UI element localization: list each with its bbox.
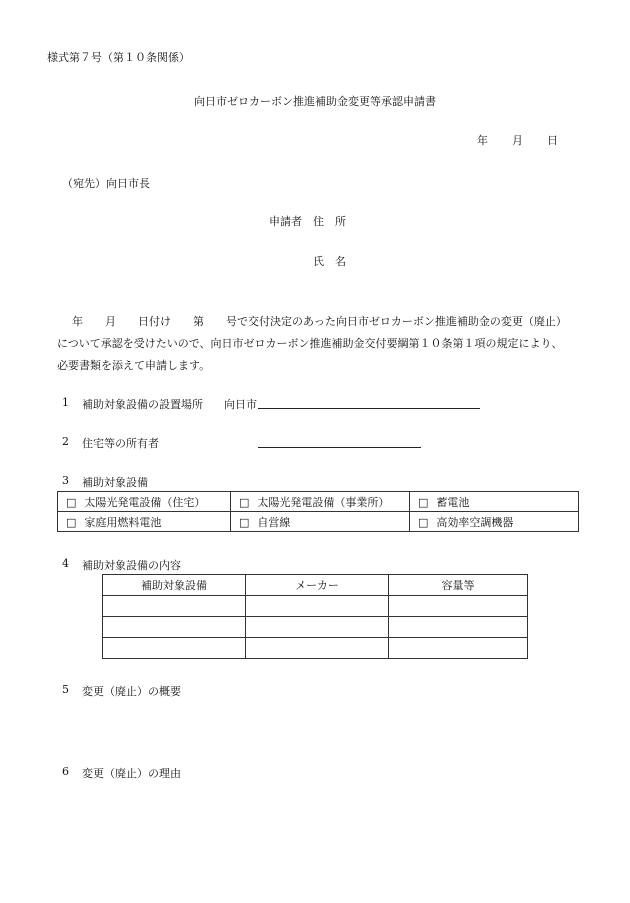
owner-line[interactable] — [258, 447, 421, 448]
table-row — [103, 596, 528, 617]
section-4-label: 補助対象設備の内容 — [82, 559, 181, 572]
section-5-number: 5 — [62, 683, 69, 696]
equipment-option[interactable] — [410, 492, 579, 512]
checkbox-icon[interactable]: □ — [418, 515, 429, 529]
addressee: （宛先）向日市長 — [62, 177, 150, 190]
section-6-number: 6 — [62, 765, 69, 778]
equipment-contents-table — [102, 574, 528, 659]
date-year-label: 年 — [477, 134, 488, 147]
table-cell[interactable] — [246, 638, 389, 659]
equipment-row — [58, 492, 579, 512]
date-day-label: 日 — [547, 134, 558, 147]
address-label: 住 所 — [313, 215, 346, 228]
section-3-label: 補助対象設備 — [82, 476, 148, 489]
section-6-label: 変更（廃止）の理由 — [82, 767, 181, 780]
column-header: 容量等 — [389, 575, 528, 596]
section-1-number: 1 — [62, 396, 69, 409]
equipment-option-label: 自営線 — [257, 515, 291, 529]
equipment-option[interactable] — [58, 512, 231, 532]
body-line-3: 必要書類を添えて申請します。 — [57, 359, 211, 372]
body-line-1: 年 月 日付け 第 号で交付決定のあった向日市ゼロカーボン推進補助金の変更（廃止） — [72, 315, 567, 328]
table-cell[interactable] — [103, 617, 246, 638]
section-2-label: 住宅等の所有者 — [82, 437, 159, 450]
equipment-option[interactable] — [231, 492, 410, 512]
section-3-number: 3 — [62, 474, 69, 487]
body-line-2: について承認を受けたいので、向日市ゼロカーボン推進補助金交付要綱第１０条第１項の規定により、 — [57, 337, 563, 350]
equipment-option-label: 高効率空調機器 — [436, 515, 514, 529]
equipment-option[interactable] — [410, 512, 579, 532]
section-5-label: 変更（廃止）の概要 — [82, 685, 181, 698]
checkbox-icon[interactable]: □ — [239, 515, 250, 529]
checkbox-icon[interactable]: □ — [418, 495, 429, 509]
equipment-option[interactable] — [231, 512, 410, 532]
section-1-prefix: 向日市 — [224, 398, 257, 411]
table-cell[interactable] — [389, 638, 528, 659]
name-label: 氏 名 — [313, 255, 346, 268]
document-title: 向日市ゼロカーボン推進補助金変更等承認申請書 — [194, 95, 436, 108]
table-cell[interactable] — [246, 617, 389, 638]
column-header: 補助対象設備 — [103, 575, 246, 596]
section-2-number: 2 — [62, 435, 69, 448]
table-cell[interactable] — [103, 596, 246, 617]
column-header: メーカー — [246, 575, 389, 596]
table-cell[interactable] — [246, 596, 389, 617]
section-1-label: 補助対象設備の設置場所 — [82, 398, 203, 411]
equipment-option[interactable] — [58, 492, 231, 512]
table-cell[interactable] — [103, 638, 246, 659]
table-header-row — [103, 575, 528, 596]
table-row — [103, 638, 528, 659]
equipment-option-label: 太陽光発電設備（事業所） — [257, 495, 390, 509]
section-4-number: 4 — [62, 557, 69, 570]
equipment-option-label: 家庭用燃料電池 — [84, 515, 162, 529]
form-number: 様式第７号（第１０条関係） — [47, 51, 190, 64]
table-cell[interactable] — [389, 596, 528, 617]
checkbox-icon[interactable]: □ — [66, 495, 77, 509]
installation-location-line[interactable] — [258, 408, 480, 409]
equipment-option-label: 太陽光発電設備（住宅） — [84, 495, 206, 509]
equipment-row — [58, 512, 579, 532]
table-cell[interactable] — [389, 617, 528, 638]
equipment-option-label: 蓄電池 — [436, 495, 470, 509]
table-row — [103, 617, 528, 638]
date-month-label: 月 — [512, 134, 523, 147]
applicant-label: 申請者 — [269, 215, 302, 228]
checkbox-icon[interactable]: □ — [239, 495, 250, 509]
equipment-checkbox-table — [57, 491, 579, 532]
checkbox-icon[interactable]: □ — [66, 515, 77, 529]
